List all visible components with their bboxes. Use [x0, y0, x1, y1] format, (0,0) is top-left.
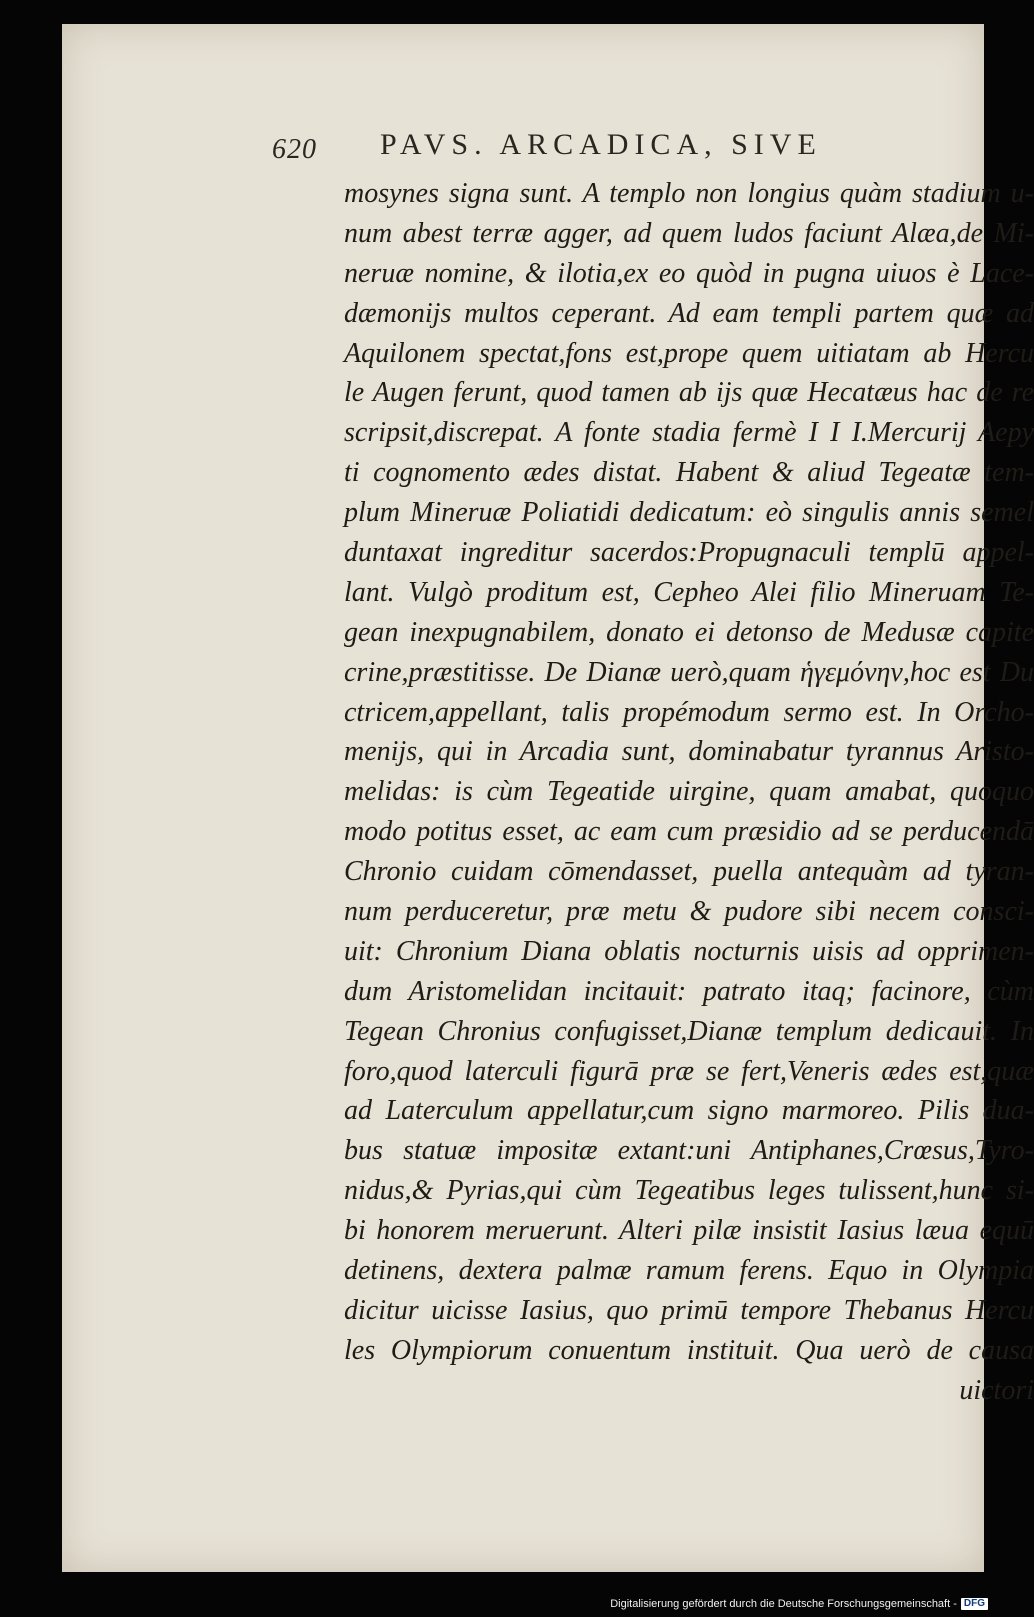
text-line: uit: Chronium Diana oblatis nocturnis uisis ad opprimen- — [344, 935, 1034, 967]
running-head — [272, 128, 972, 168]
text-line: neruæ nomine, & ilotia,ex eo quòd in pugna uiuos è Lace- — [344, 257, 1034, 289]
text-line: les Olympiorum conuentum instituit. Qua uerò de causa — [344, 1334, 1034, 1366]
text-line: Chronio cuidam cōmendasset, puella antequàm ad tyran- — [344, 856, 1034, 888]
text-line: bi honorem meruerunt. Alteri pilæ insistit Iasius læua equū — [344, 1215, 1034, 1247]
text-line: num abest terræ agger, ad quem ludos faciunt Alæa,de Mi- — [344, 217, 1034, 249]
text-line: dæmonijs multos ceperant. Ad eam templi partem quæ ad — [344, 297, 1034, 329]
text-line: detinens, dextera palmæ ramum ferens. Equo in Olympia — [344, 1255, 1034, 1287]
text-line: nidus,& Pyrias,qui cùm Tegeatibus leges tulissent,hunc si- — [344, 1175, 1034, 1207]
text-line: modo potitus esset, ac eam cum præsidio ad se perducendā — [344, 816, 1034, 848]
text-line: crine,præstitisse. De Dianæ uerò,quam ἡγεμόνην,hoc est Du — [344, 656, 1034, 688]
text-line: Tegean Chronius confugisset,Dianæ templum dedicauit. In — [344, 1015, 1034, 1047]
page-number: 620 — [272, 134, 317, 165]
text-line: ad Laterculum appellatur,cum signo marmoreo. Pilis dua- — [344, 1095, 1034, 1127]
text-line: mosynes signa sunt. A templo non longius quàm stadium u- — [344, 178, 1034, 209]
text-line: ctricem,appellant, talis propémodum sermo est. In Orcho- — [344, 696, 1034, 728]
text-line: ti cognomento ædes distat. Habent & aliud Tegeatæ tem- — [344, 457, 1034, 489]
text-line: scripsit,discrepat. A fonte stadia fermè I I I.Mercurij Aepy — [344, 417, 1034, 449]
dfg-logo: DFG — [961, 1598, 988, 1610]
text-line: Aquilonem spectat,fons est,prope quem uitiatam ab Hercu — [344, 337, 1034, 369]
text-line: menijs, qui in Arcadia sunt, dominabatur tyrannus Aristo- — [344, 736, 1034, 768]
text-line: dum Aristomelidan incitauit: patrato itaq; facinore, cùm — [344, 975, 1034, 1007]
text-line: gean inexpugnabilem, donato ei detonso de Medusæ capite — [344, 616, 1034, 648]
catchword: uictori — [959, 1374, 1034, 1406]
body-text — [344, 174, 1034, 1411]
book-page — [62, 24, 1034, 1572]
text-line: melidas: is cùm Tegeatide uirgine, quam amabat, quoquo — [344, 776, 1034, 808]
text-line: num perduceretur, præ metu & pudore sibi necem consci- — [344, 896, 1034, 928]
text-line: bus statuæ impositæ extant:uni Antiphanes,Crœsus,Tyro- — [344, 1135, 1034, 1167]
text-line: le Augen ferunt, quod tamen ab ijs quæ Hecatæus hac de re — [344, 377, 1034, 409]
text-line: foro,quod laterculi figurā præ se fert,Veneris ædes est,quæ — [344, 1055, 1034, 1087]
running-title: PAVS. ARCADICA, SIVE — [380, 128, 822, 161]
text-line: duntaxat ingreditur sacerdos:Propugnaculi templū appel- — [344, 537, 1034, 569]
text-line: lant. Vulgò proditum est, Cepheo Alei filio Mineruam Te- — [344, 576, 1034, 608]
text-line: plum Mineruæ Poliatidi dedicatum: eò singulis annis semel — [344, 497, 1034, 529]
funding-text: Digitalisierung gefördert durch die Deutsche Forschungsgemeinschaft - — [610, 1598, 957, 1610]
text-line: dicitur uicisse Iasius, quo primū tempore Thebanus Hercu — [344, 1294, 1034, 1326]
funding-notice — [610, 1596, 988, 1612]
